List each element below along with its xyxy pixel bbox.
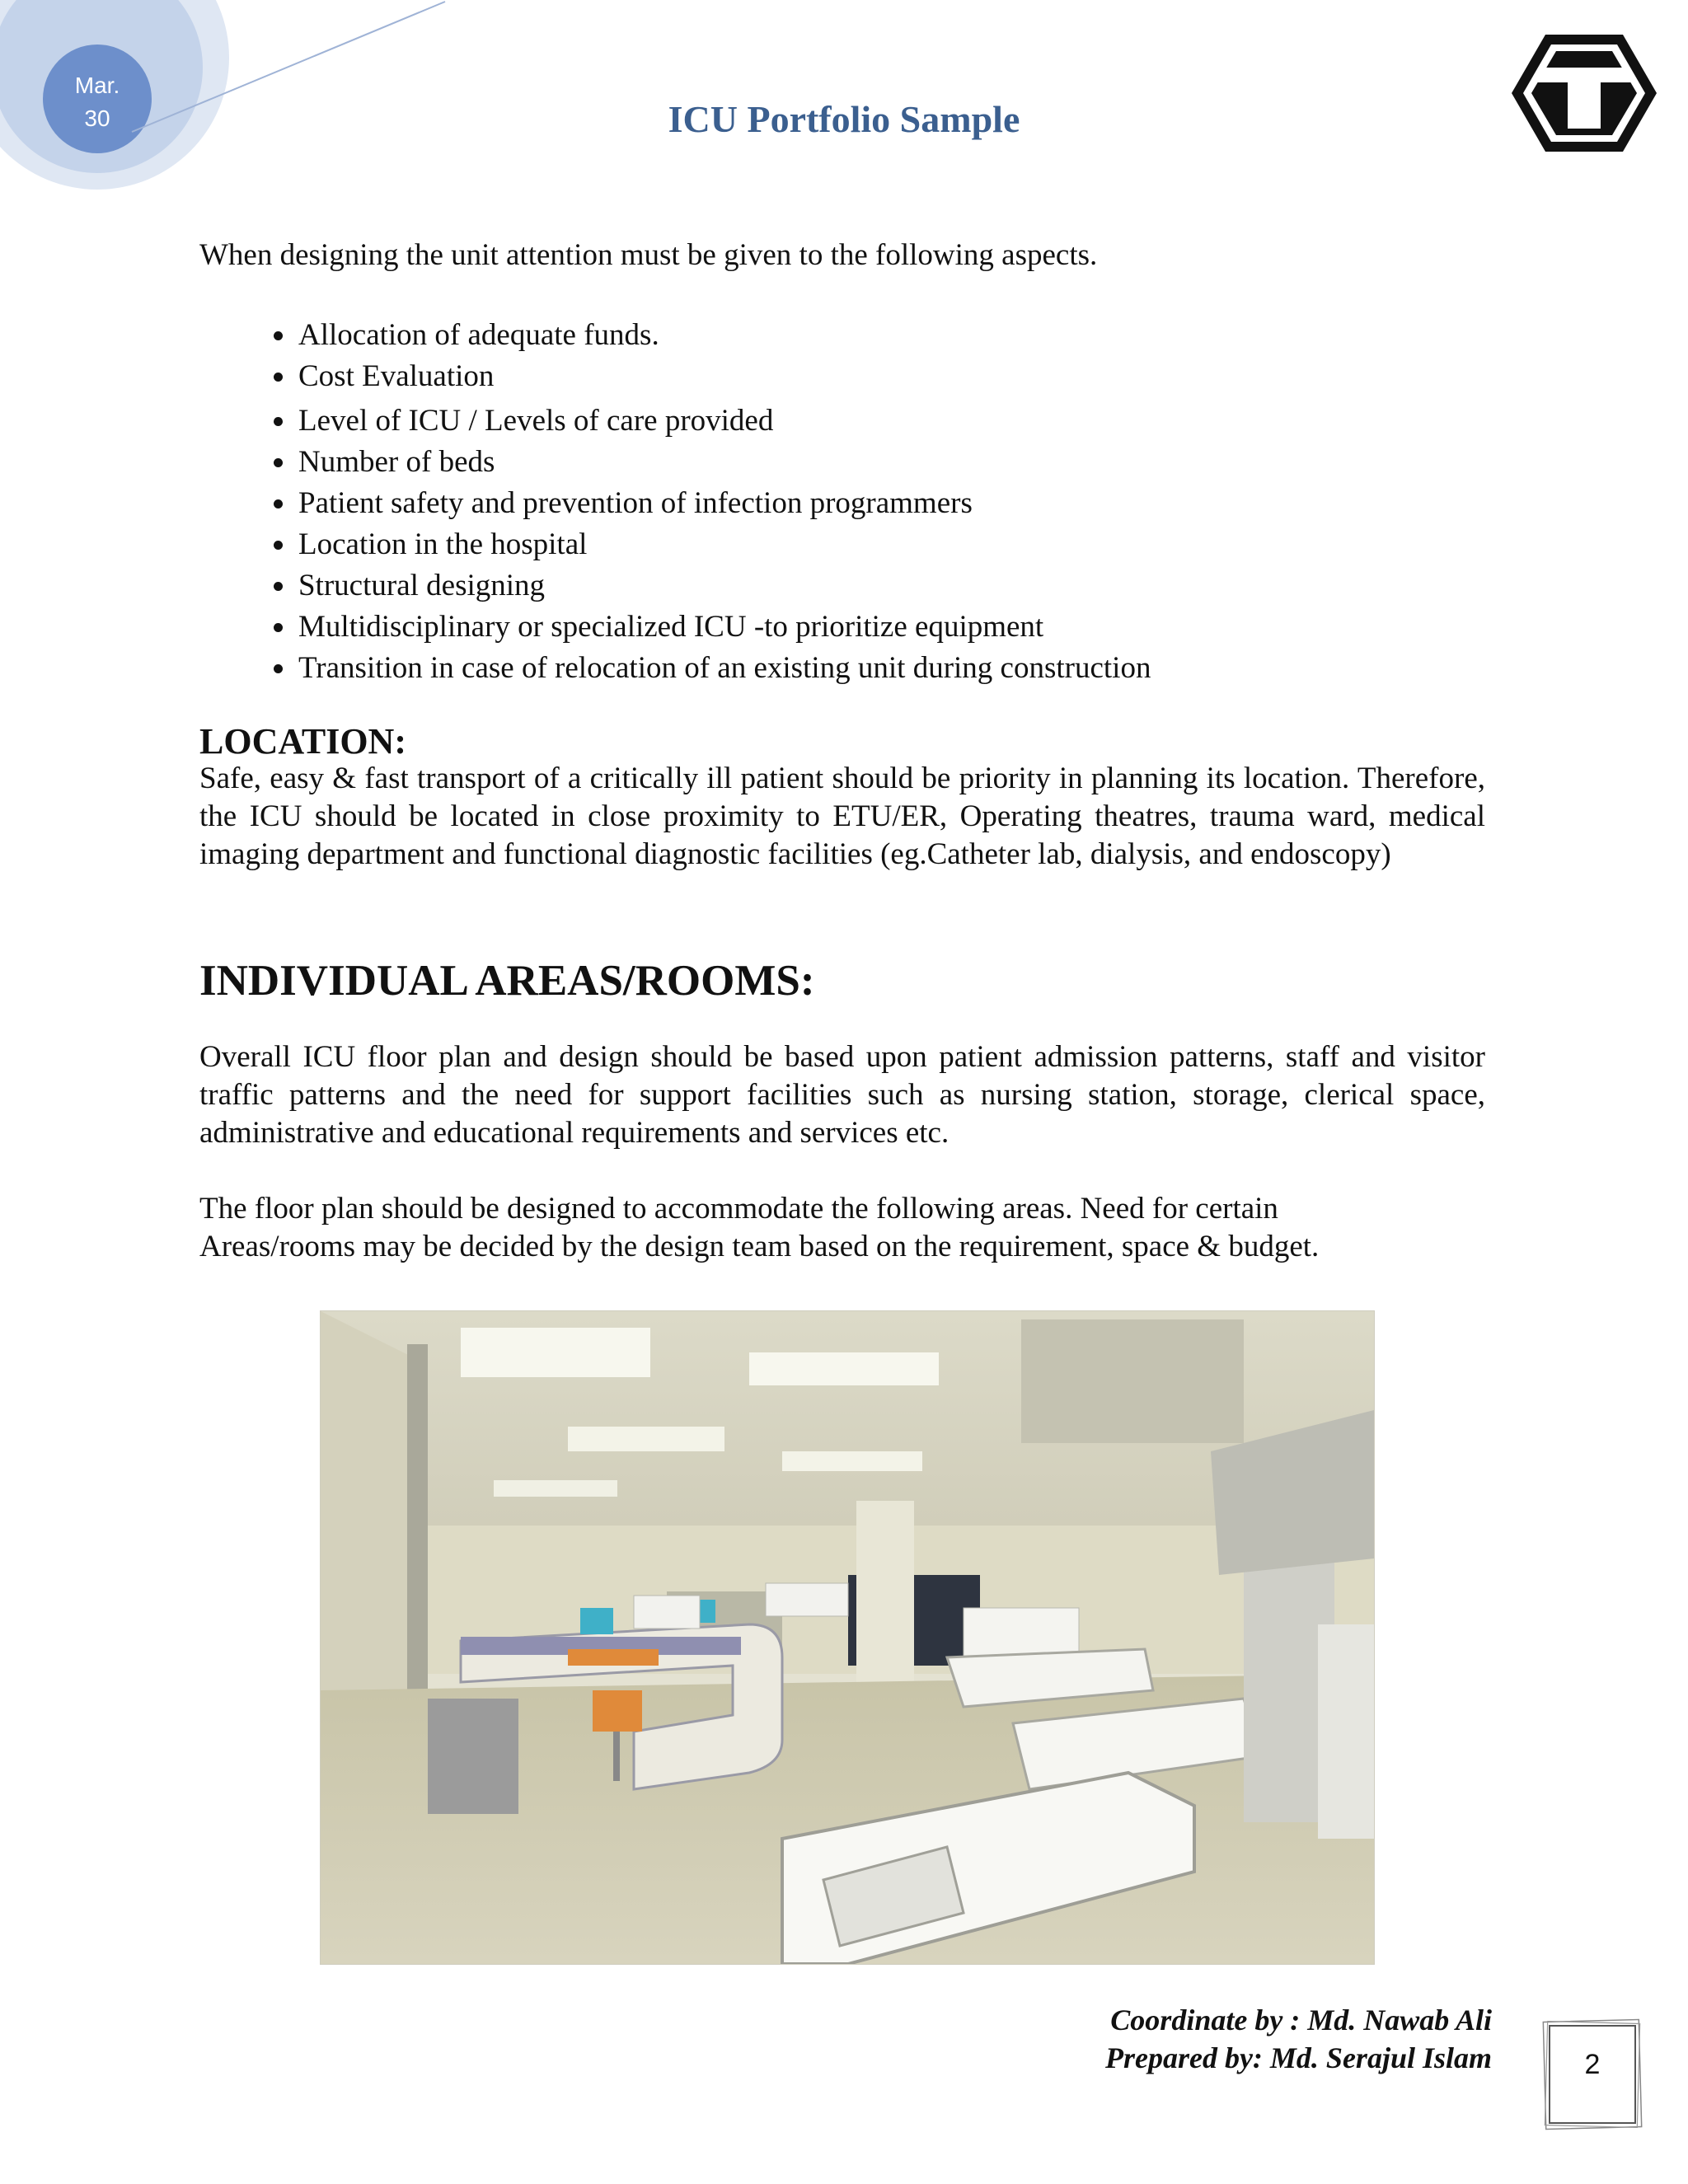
location-heading: LOCATION: [199, 721, 406, 762]
preparer-credit: Prepared by: Md. Serajul Islam [1104, 2041, 1492, 2074]
list-item: • Transition in case of relocation of an existing unit during construction [297, 648, 1151, 689]
areas-heading: INDIVIDUAL AREAS/ROOMS: [199, 957, 815, 1005]
date-day: 30 [84, 105, 110, 131]
icu-illustration [321, 1311, 1374, 1964]
date-month: Mar. [74, 73, 120, 98]
logo-icon [1508, 31, 1660, 155]
list-item: • Number of beds [297, 442, 1151, 483]
date-badge [0, 0, 462, 190]
page-number: 2 [1584, 2049, 1601, 2080]
location-paragraph: Safe, easy & fast transport of a critically ill patient should be priority in planning its location. Therefore, the ICU should be located in close proximity to ETU/ER, Operating theatres, trauma ward, medical imaging department and functional diagnostic facilities (eg.Catheter lab, dialysis, and endoscopy) [199, 762, 1485, 871]
list-item: • Structural designing [297, 565, 1151, 607]
intro-text: When designing the unit attention must be given to the following aspects. [199, 238, 1098, 272]
list-item: • Allocation of adequate funds. [297, 315, 1151, 356]
areas-paragraph: Overall ICU floor plan and design should be based upon patient admission patterns, staff and visitor traffic patterns and the need for support facilities such as nursing station, storage, clerical space, administrative and educational requirements and services etc. [199, 1040, 1485, 1150]
page-title: ICU Portfolio Sample [668, 98, 1020, 140]
page-number-box [1540, 2011, 1645, 2135]
icu-interior-photo [320, 1310, 1375, 1965]
list-item: • Multidisciplinary or specialized ICU -to prioritize equipment [297, 607, 1151, 648]
list-item: • Cost Evaluation [297, 356, 1151, 397]
list-item: • Patient safety and prevention of infection programmers [297, 483, 1151, 524]
design-aspects-list [199, 315, 1151, 689]
floorplan-line-2: Areas/rooms may be decided by the design team based on the requirement, space & budget. [199, 1230, 1320, 1263]
coordinator-credit: Coordinate by : Md. Nawab Ali [1110, 2004, 1492, 2036]
list-item: • Location in the hospital [297, 524, 1151, 565]
floorplan-paragraph [199, 1190, 1485, 1266]
floorplan-line-1: The floor plan should be designed to accommodate the following areas. Need for certain [199, 1192, 1278, 1226]
footer-credits [1105, 2001, 1492, 2077]
list-item: • Level of ICU / Levels of care provided [297, 401, 1151, 442]
company-logo [1508, 31, 1660, 155]
